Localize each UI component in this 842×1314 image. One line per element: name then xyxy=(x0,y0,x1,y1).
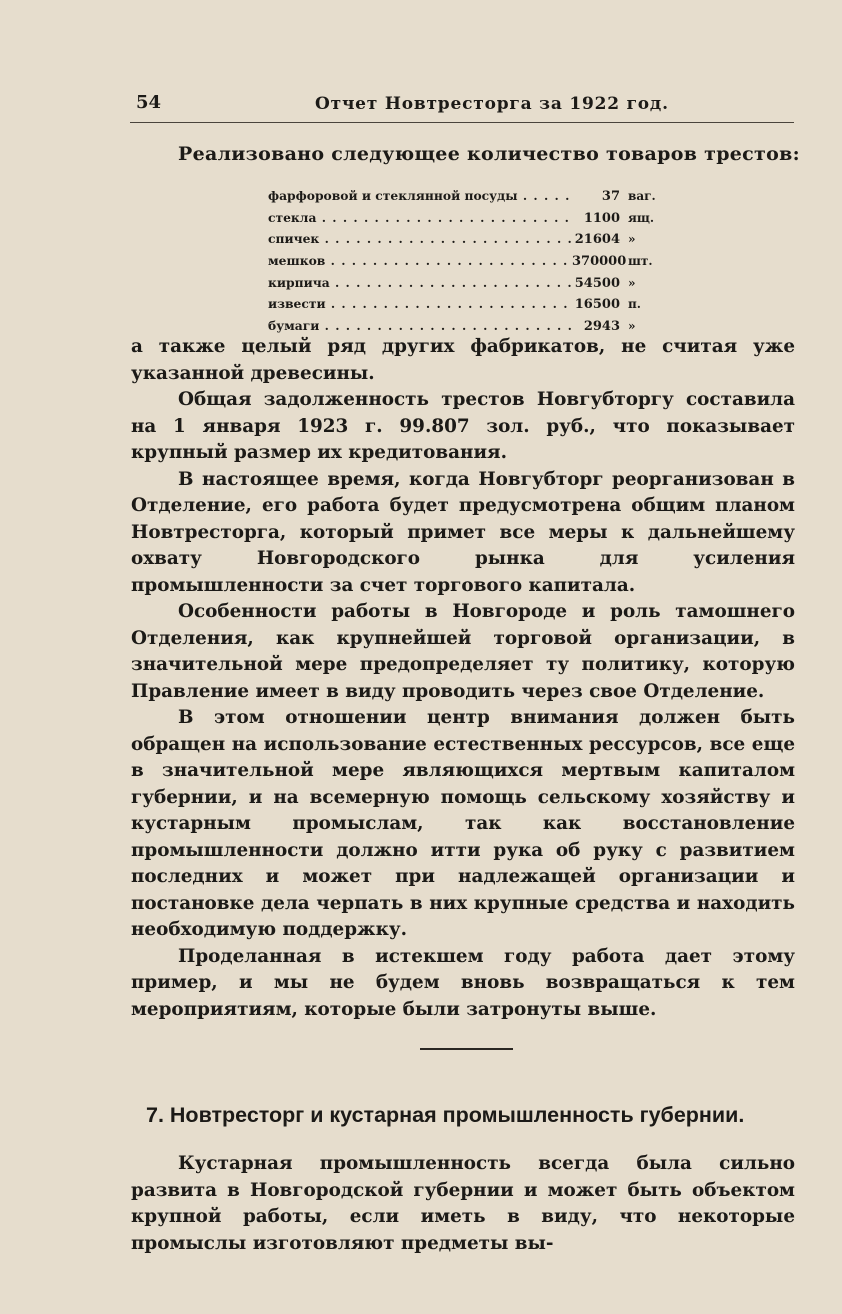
paragraph: Особенности работы в Новгороде и роль тамошнего Отделения, как крупнейшей торговой организации, в значительной мере предопределяет ту политику, которую Правление имеет в виду проводить через свое Отделение. xyxy=(131,601,795,702)
goods-row xyxy=(268,250,668,272)
goods-quantity: 21604 xyxy=(574,232,620,248)
goods-row xyxy=(268,207,668,229)
goods-unit: » xyxy=(628,232,636,247)
goods-name: мешков . . . xyxy=(268,250,572,272)
goods-quantity: 16500 xyxy=(574,297,620,313)
goods-name: кирпича . . . xyxy=(268,272,572,294)
page-number: 54 xyxy=(136,92,162,113)
goods-unit: ваг. xyxy=(628,189,656,203)
goods-quantity: 370000 xyxy=(572,254,627,270)
goods-row xyxy=(268,293,668,315)
header-rule xyxy=(130,122,794,123)
goods-table xyxy=(268,185,668,337)
paragraph: В настоящее время, когда Новгубторг реорганизован в Отделение, его работа будет предусмотрена общим планом Новтресторга, который примет все меры к дальнейшему охвату Новгородского рынка для усиления промышленности за счет торгового капитала. xyxy=(131,468,795,596)
goods-lead-line: Реализовано следующее количество товаров трестов: xyxy=(178,143,800,165)
goods-quantity: 2943 xyxy=(583,319,620,335)
running-title: Отчет Новтресторга за 1922 год. xyxy=(315,94,669,114)
goods-unit: шт. xyxy=(628,254,653,269)
section-text xyxy=(131,1151,795,1257)
section-divider xyxy=(420,1048,513,1050)
goods-row xyxy=(268,272,668,294)
paragraph: а также целый ряд других фабрикатов, не считая уже указанной древесины. xyxy=(131,336,795,384)
body-text xyxy=(131,334,795,1023)
goods-unit: ящ. xyxy=(628,210,655,225)
goods-row xyxy=(268,185,668,207)
goods-row xyxy=(268,228,668,250)
goods-quantity: 1100 xyxy=(583,210,620,226)
goods-quantity: 37 xyxy=(601,189,620,204)
goods-unit: » xyxy=(628,275,636,290)
section-heading: 7. Новтресторг и кустарная промышленность губернии. xyxy=(146,1103,745,1127)
goods-name: извести . . . xyxy=(268,293,572,315)
goods-name: фарфоровой и стеклянной посуды . . . xyxy=(268,185,572,207)
paragraph: Кустарная промышленность всегда была сильно развита в Новгородской губернии и может быть объектом крупной работы, если иметь в виду, что некоторые промыслы изготовляют предметы вы- xyxy=(131,1153,795,1254)
goods-name: бумаги . . . xyxy=(268,315,572,337)
goods-name: спичек . . . xyxy=(268,228,572,250)
page-header xyxy=(130,88,794,122)
goods-unit: » xyxy=(628,319,636,334)
goods-unit: п. xyxy=(628,297,641,312)
goods-quantity: 54500 xyxy=(574,275,620,291)
paragraph: В этом отношении центр внимания должен быть обращен на использование естественных рессурсов, все еще в значительной мере являющихся мертвым капиталом губернии, и на всемерную помощь сельскому хозяйству и кустарным промыслам, так как восстановление промышленности должно итти рука об руку с развитием последних и может при надлежащей организации и постановке дела черпать в них крупные средства и находить необходимую поддержку. xyxy=(131,707,795,940)
goods-name: стекла . . . xyxy=(268,207,572,229)
paragraph: Общая задолженность трестов Новгубторгу составила на 1 января 1923 г. 99.807 зол. руб., что показывает крупный размер их кредитования. xyxy=(131,389,795,463)
paragraph: Проделанная в истекшем году работа дает этому пример, и мы не будем вновь возвращаться к тем мероприятиям, которые были затронуты выше. xyxy=(131,945,795,1020)
